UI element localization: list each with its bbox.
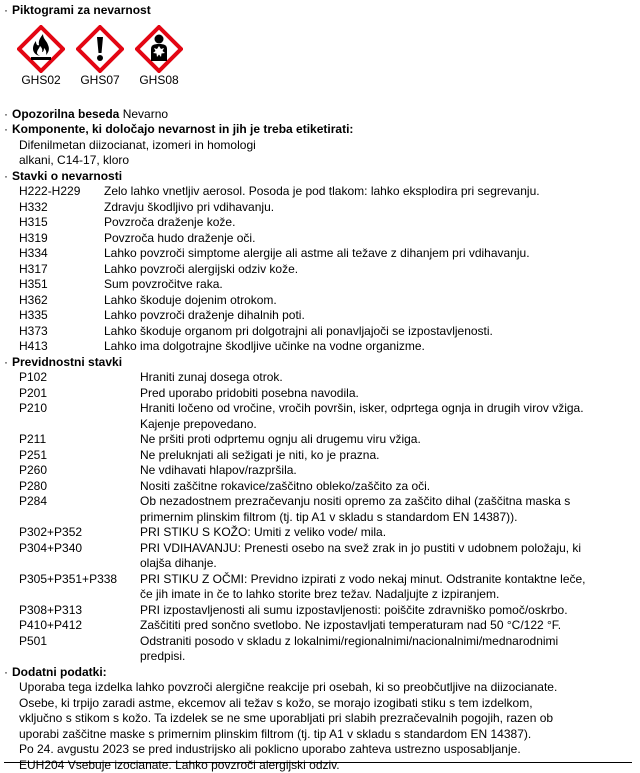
precautionary-code: P251 xyxy=(4,448,140,464)
precautionary-text-line: Ne preluknjati ali sežigati je niti, ko je prazna. xyxy=(140,448,636,464)
precautionary-text-line: Kajenje prepovedano. xyxy=(140,417,636,433)
hazard-statement-list xyxy=(4,184,636,355)
hazard-text: Zdravju škodljivo pri vdihavanju. xyxy=(104,200,636,216)
flame-icon xyxy=(17,25,65,73)
additional-info-line: EUH204 Vsebuje izocianate. Lahko povzroči alergijski odziv. xyxy=(4,758,636,773)
precautionary-code: P201 xyxy=(4,386,140,402)
hazard-statements-heading: Stavki o nevarnosti xyxy=(4,169,122,183)
hazard-statement xyxy=(4,277,636,293)
hazard-text: Lahko ima dolgotrajne škodljive učinke na vodne organizme. xyxy=(104,339,636,355)
precautionary-code: P302+P352 xyxy=(4,525,140,541)
precautionary-statement-list xyxy=(4,370,636,665)
precautionary-statement xyxy=(4,603,636,619)
precautionary-code: P308+P313 xyxy=(4,603,140,619)
hazard-statement xyxy=(4,184,636,200)
hazard-code: H317 xyxy=(4,262,104,278)
precautionary-statement xyxy=(4,479,636,495)
precautionary-statements-section xyxy=(4,355,636,371)
additional-info-line: uporabi zaščitne maske s primernim plinskim filtrom (tj. tip A1 v skladu s standardom EN 14387). xyxy=(4,727,636,743)
hazard-text: Lahko povzroči simptome alergije ali astme ali težave z dihanjem pri vdihavanju. xyxy=(104,246,636,262)
precautionary-statement xyxy=(4,494,636,525)
precautionary-text xyxy=(140,448,636,464)
precautionary-statement xyxy=(4,634,636,665)
additional-info-heading: Dodatni podatki: xyxy=(4,665,107,679)
precautionary-text-line: Ne vdihavati hlapov/razpršila. xyxy=(140,463,636,479)
precautionary-text xyxy=(140,525,636,541)
precautionary-text-line: olajša dihanje. xyxy=(140,556,636,572)
precautionary-text xyxy=(140,572,636,603)
precautionary-text-line: Ne pršiti proti odprtemu ognju ali drugemu viru vžiga. xyxy=(140,432,636,448)
hazard-text: Povzroča draženje kože. xyxy=(104,215,636,231)
precautionary-code: P284 xyxy=(4,494,140,525)
hazard-code: H351 xyxy=(4,277,104,293)
pictogram-ghs07 xyxy=(75,25,125,87)
hazard-statement xyxy=(4,246,636,262)
bullet: · xyxy=(4,3,12,19)
pictogram-code: GHS07 xyxy=(75,73,125,87)
hazard-code: H315 xyxy=(4,215,104,231)
precautionary-text xyxy=(140,370,636,386)
hazard-statement xyxy=(4,308,636,324)
precautionary-statement xyxy=(4,463,636,479)
precautionary-code: P211 xyxy=(4,432,140,448)
additional-info-line: Uporaba tega izdelka lahko povzroči alergične reakcije pri osebah, ki so preobčutljive na diizocianate. xyxy=(4,680,636,696)
pictograms-section xyxy=(4,3,636,19)
precautionary-code: P501 xyxy=(4,634,140,665)
signal-word-value: Nevarno xyxy=(123,107,168,121)
precautionary-code: P280 xyxy=(4,479,140,495)
hazard-text: Lahko povzroči alergijski odziv kože. xyxy=(104,262,636,278)
precautionary-code: P102 xyxy=(4,370,140,386)
hazard-text: Lahko škoduje organom pri dolgotrajni ali ponavljajoči se izpostavljenosti. xyxy=(104,324,636,340)
hazard-text: Povzroča hudo draženje oči. xyxy=(104,231,636,247)
bullet: · xyxy=(4,169,12,185)
hazard-text: Zelo lahko vnetljiv aerosol. Posoda je pod tlakom: lahko eksplodira pri segrevanju. xyxy=(104,184,636,200)
precautionary-statements-heading: Previdnostni stavki xyxy=(4,355,122,369)
precautionary-text xyxy=(140,494,636,525)
precautionary-text-line: Pred uporabo pridobiti posebna navodila. xyxy=(140,386,636,402)
pictogram-ghs08 xyxy=(134,25,184,87)
precautionary-statement xyxy=(4,541,636,572)
precautionary-text-line: Ob nezadostnem prezračevanju nositi opremo za zaščito dihal (zaščitna maska s xyxy=(140,494,636,510)
hazard-code: H413 xyxy=(4,339,104,355)
hazard-code: H334 xyxy=(4,246,104,262)
precautionary-text-line: primernim plinskim filtrom (tj. tip A1 v skladu s standardom EN 14387)). xyxy=(140,510,636,526)
precautionary-statement xyxy=(4,386,636,402)
hazard-statements-section xyxy=(4,169,636,185)
precautionary-statement xyxy=(4,401,636,432)
hazard-code: H335 xyxy=(4,308,104,324)
hazard-code: H319 xyxy=(4,231,104,247)
precautionary-text xyxy=(140,479,636,495)
precautionary-text-line: PRI STIKU S KOŽO: Umiti z veliko vode/ mila. xyxy=(140,525,636,541)
precautionary-text-line: PRI STIKU Z OČMI: Previdno izpirati z vodo nekaj minut. Odstranite kontaktne leče, xyxy=(140,572,636,588)
precautionary-statement xyxy=(4,432,636,448)
precautionary-statement xyxy=(4,525,636,541)
signal-word-section xyxy=(4,107,636,123)
precautionary-text xyxy=(140,618,636,634)
precautionary-statement xyxy=(4,448,636,464)
bullet: · xyxy=(4,122,12,138)
hazard-text: Lahko škoduje dojenim otrokom. xyxy=(104,293,636,309)
precautionary-code: P305+P351+P338 xyxy=(4,572,140,603)
precautionary-text xyxy=(140,432,636,448)
precautionary-text-line: PRI izpostavljenosti ali sumu izpostavljenosti: poiščite zdravniško pomoč/oskrbo. xyxy=(140,603,636,619)
hazard-code: H362 xyxy=(4,293,104,309)
pictogram-code: GHS08 xyxy=(134,73,184,87)
components-section xyxy=(4,122,636,138)
precautionary-text-line: če jih imate in če to lahko storite brez težav. Nadaljujte z izpiranjem. xyxy=(140,587,636,603)
precautionary-text-line: predpisi. xyxy=(140,649,636,665)
bullet: · xyxy=(4,665,12,681)
precautionary-text xyxy=(140,463,636,479)
pictogram-code: GHS02 xyxy=(16,73,66,87)
precautionary-text-line: Hraniti ločeno od vročine, vročih površin, isker, odprtega ognja in drugih virov vžiga. xyxy=(140,401,636,417)
precautionary-text-line: Zaščititi pred sončno svetlobo. Ne izpostavljati temperaturam nad 50 °C/122 °F. xyxy=(140,618,636,634)
signal-word-label: Opozorilna beseda xyxy=(4,107,119,121)
health-hazard-icon xyxy=(135,25,183,73)
hazard-code: H332 xyxy=(4,200,104,216)
hazard-text: Sum povzročitve raka. xyxy=(104,277,636,293)
precautionary-text xyxy=(140,541,636,572)
hazard-statement xyxy=(4,231,636,247)
bullet: · xyxy=(4,107,12,123)
precautionary-text-line: Odstraniti posodo v skladu z lokalnimi/regionalnimi/nacionalnimi/mednarodnimi xyxy=(140,634,636,650)
hazard-statement xyxy=(4,200,636,216)
pictogram-ghs02 xyxy=(16,25,66,87)
hazard-statement xyxy=(4,339,636,355)
additional-info-line: vključno s stikom s kožo. Ta izdelek se ne sme uporabljati pri slabih prezračevalnih pogojih, razen ob xyxy=(4,711,636,727)
bullet: · xyxy=(4,355,12,371)
components-heading: Komponente, ki določajo nevarnost in jih je treba etiketirati: xyxy=(4,122,353,136)
precautionary-text xyxy=(140,634,636,665)
hazard-statement xyxy=(4,262,636,278)
component-line: Difenilmetan diizocianat, izomeri in homologi xyxy=(4,138,636,154)
component-line: alkani, C14-17, kloro xyxy=(4,153,636,169)
precautionary-code: P210 xyxy=(4,401,140,432)
additional-info-line: Osebe, ki trpijo zaradi astme, ekcemov ali težav s kožo, se morajo izogibati stiku s tem izdelkom, xyxy=(4,696,636,712)
hazard-statement xyxy=(4,215,636,231)
pictograms-row xyxy=(4,25,636,91)
exclamation-mark-icon xyxy=(76,25,124,73)
additional-info-section xyxy=(4,665,636,681)
precautionary-statement xyxy=(4,572,636,603)
precautionary-text xyxy=(140,386,636,402)
precautionary-text-line: Hraniti zunaj dosega otrok. xyxy=(140,370,636,386)
hazard-code: H373 xyxy=(4,324,104,340)
precautionary-statement xyxy=(4,618,636,634)
precautionary-text xyxy=(140,401,636,432)
hazard-text: Lahko povzroči draženje dihalnih poti. xyxy=(104,308,636,324)
precautionary-statement xyxy=(4,370,636,386)
precautionary-text-line: Nositi zaščitne rokavice/zaščitno obleko/zaščito za oči. xyxy=(140,479,636,495)
precautionary-text xyxy=(140,603,636,619)
precautionary-code: P410+P412 xyxy=(4,618,140,634)
hazard-statement xyxy=(4,293,636,309)
precautionary-code: P304+P340 xyxy=(4,541,140,572)
hazard-statement xyxy=(4,324,636,340)
additional-info-line: Po 24. avgustu 2023 se pred industrijsko ali poklicno uporabo zahteva ustrezno usposabljanje. xyxy=(4,742,636,758)
precautionary-text-line: PRI VDIHAVANJU: Prenesti osebo na svež zrak in jo pustiti v udobnem položaju, ki xyxy=(140,541,636,557)
precautionary-code: P260 xyxy=(4,463,140,479)
bottom-divider xyxy=(4,762,632,763)
hazard-code: H222-H229 xyxy=(4,184,104,200)
pictograms-heading: Piktogrami za nevarnost xyxy=(4,3,151,17)
safety-label-document xyxy=(4,3,636,773)
